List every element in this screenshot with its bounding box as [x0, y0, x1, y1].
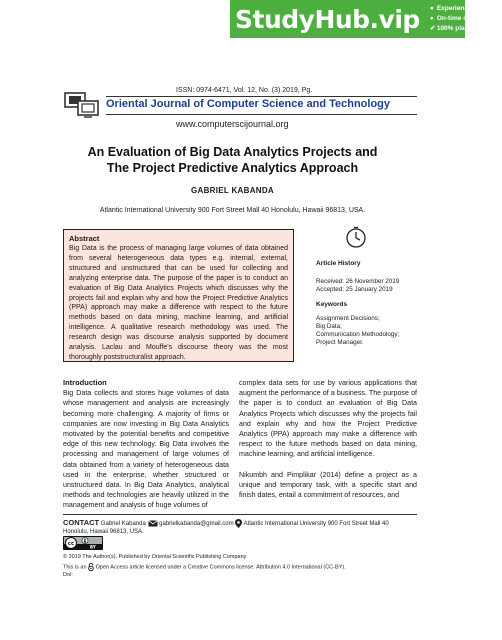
issn-line: ISSN: 0974-6471, Vol. 12, No. (3) 2019, Pg. [176, 87, 313, 94]
body-paragraph: Nikumbh and Pimplikar (2014) define a project as a unique and temporary task, with a specific start and finish dates, entail a commitment of resources, and [239, 470, 417, 500]
keyword: Project Manager. [316, 339, 364, 346]
body-paragraph: complex data sets for use by various applications that augment the performance of a business. The purpose of the paper is to conduct an evaluation of Big Data Analytics Projects which discusses why the projects fail and explain why and how the Project Predictive Analytics (PPA) approach may make a difference with respect to the future methods based on data mining, machine learning, and artificial intelligence. [239, 379, 417, 459]
journal-title: Oriental Journal of Computer Science and Technology [106, 98, 391, 110]
doi-line: Doi: [63, 572, 73, 578]
contact-address: Atlantic International University 900 Fort Street Mall 40 Honolulu, Hawaii 96813, USA. [63, 521, 389, 536]
license-text[interactable]: Open Access article licensed under a Creative Commons license: Attribution 4.0 International (CC-BY). [95, 564, 346, 571]
keywords-list [316, 315, 399, 347]
email-icon [148, 520, 158, 527]
paper-title [40, 144, 425, 176]
clock-icon [345, 226, 367, 248]
body-paragraph: Big Data collects and stores huge volumes of data whose management and analysis are increasingly becoming more challenging. A majority of firms or companies are now investing in Big Data Analytics motivated by the potential benefits and competitive edge of this new technology. Big Data involves the processing and management of large volumes of data obtained from a variety of heterogeneous data used in the enterprise, whether structured or unstructured data. In Big Data Analytics, analytical methods and technologies are heavily utilized in the management and analysis of huge volumes of [63, 389, 229, 510]
article-history-heading: Article History [316, 260, 361, 267]
open-access-icon [88, 563, 94, 571]
abstract-heading: Abstract [69, 234, 100, 243]
banner-features [430, 4, 502, 34]
accepted-date: Accepted: 25 January 2019 [316, 286, 393, 293]
received-date: Received: 26 November 2019 [316, 278, 400, 285]
svg-text:cc: cc [67, 541, 75, 548]
header-rule-bottom [106, 114, 417, 115]
keyword: Assignment Decisions; [316, 315, 380, 322]
abstract-text: Big Data is the process of managing large volumes of data obtained from several heterogeneous data types e.g. internal, external, structured and unstructured that can be used for collecting and analyzing enterprise data. The purpose of the paper is to conduct an evaluation of Big Data Analytics Projects which discusses why the projects fail and explain why and how the Project Predictive Analytics (PPA) approach may make a difference with respect to the future methods based on data mining, machine learning, and artificial intelligence. A qualitative research methodology was used. The research design was discourse analysis supported by document analysis. Laclau and Mouffe's discourse theory was the most thoroughly poststructuralist approach. [69, 245, 288, 361]
studyhub-banner[interactable] [230, 0, 502, 38]
banner-feature: ● On-time delivery [429, 15, 488, 22]
svg-text:BY: BY [90, 544, 96, 550]
body-column-right [239, 378, 417, 500]
banner-feature: ✔ 100% plagiarism free [429, 25, 502, 32]
contact-name: Gabriel Kabanda [100, 521, 146, 528]
journal-logo-icon [64, 92, 104, 120]
header-rule-top [106, 96, 417, 97]
keyword: Big Data; [316, 323, 342, 330]
footer-rule [63, 514, 417, 515]
contact-email[interactable]: gabrielkabanda@gmail.com [159, 521, 234, 528]
banner-feature: ● Experienced writers [429, 5, 499, 12]
cc-by-license-icon[interactable] [63, 536, 103, 550]
body-column-left [63, 378, 229, 511]
paper-title-line: The Project Predictive Analytics Approach [106, 161, 359, 175]
location-pin-icon [235, 519, 242, 528]
paper-title-line: An Evaluation of Big Data Analytics Projects and [87, 145, 378, 159]
introduction-heading: Introduction [63, 378, 107, 387]
banner-brand[interactable]: StudyHub.vip [235, 4, 420, 34]
bullet-icon: ● [429, 5, 434, 12]
author-name: GABRIEL KABANDA [190, 186, 275, 195]
license-line [63, 563, 346, 571]
license-prefix: This is an [63, 564, 87, 571]
contact-line [63, 519, 413, 536]
keywords-heading: Keywords [316, 301, 348, 308]
author-affiliation: Atlantic International University 900 Fort Street Mall 40 Honolulu, Hawaii 96813, USA. [99, 207, 366, 214]
keyword: Communication Methodology; [316, 331, 400, 338]
check-icon: ✔ [429, 25, 436, 32]
journal-url[interactable]: www.computerscijournal.org [176, 119, 289, 129]
bullet-icon: ● [429, 15, 434, 22]
abstract-box [63, 229, 294, 362]
contact-label: CONTACT [63, 518, 100, 528]
copyright-line: © 2019 The Author(s). Published by Oriental Scientific Publishing Company [63, 554, 247, 560]
